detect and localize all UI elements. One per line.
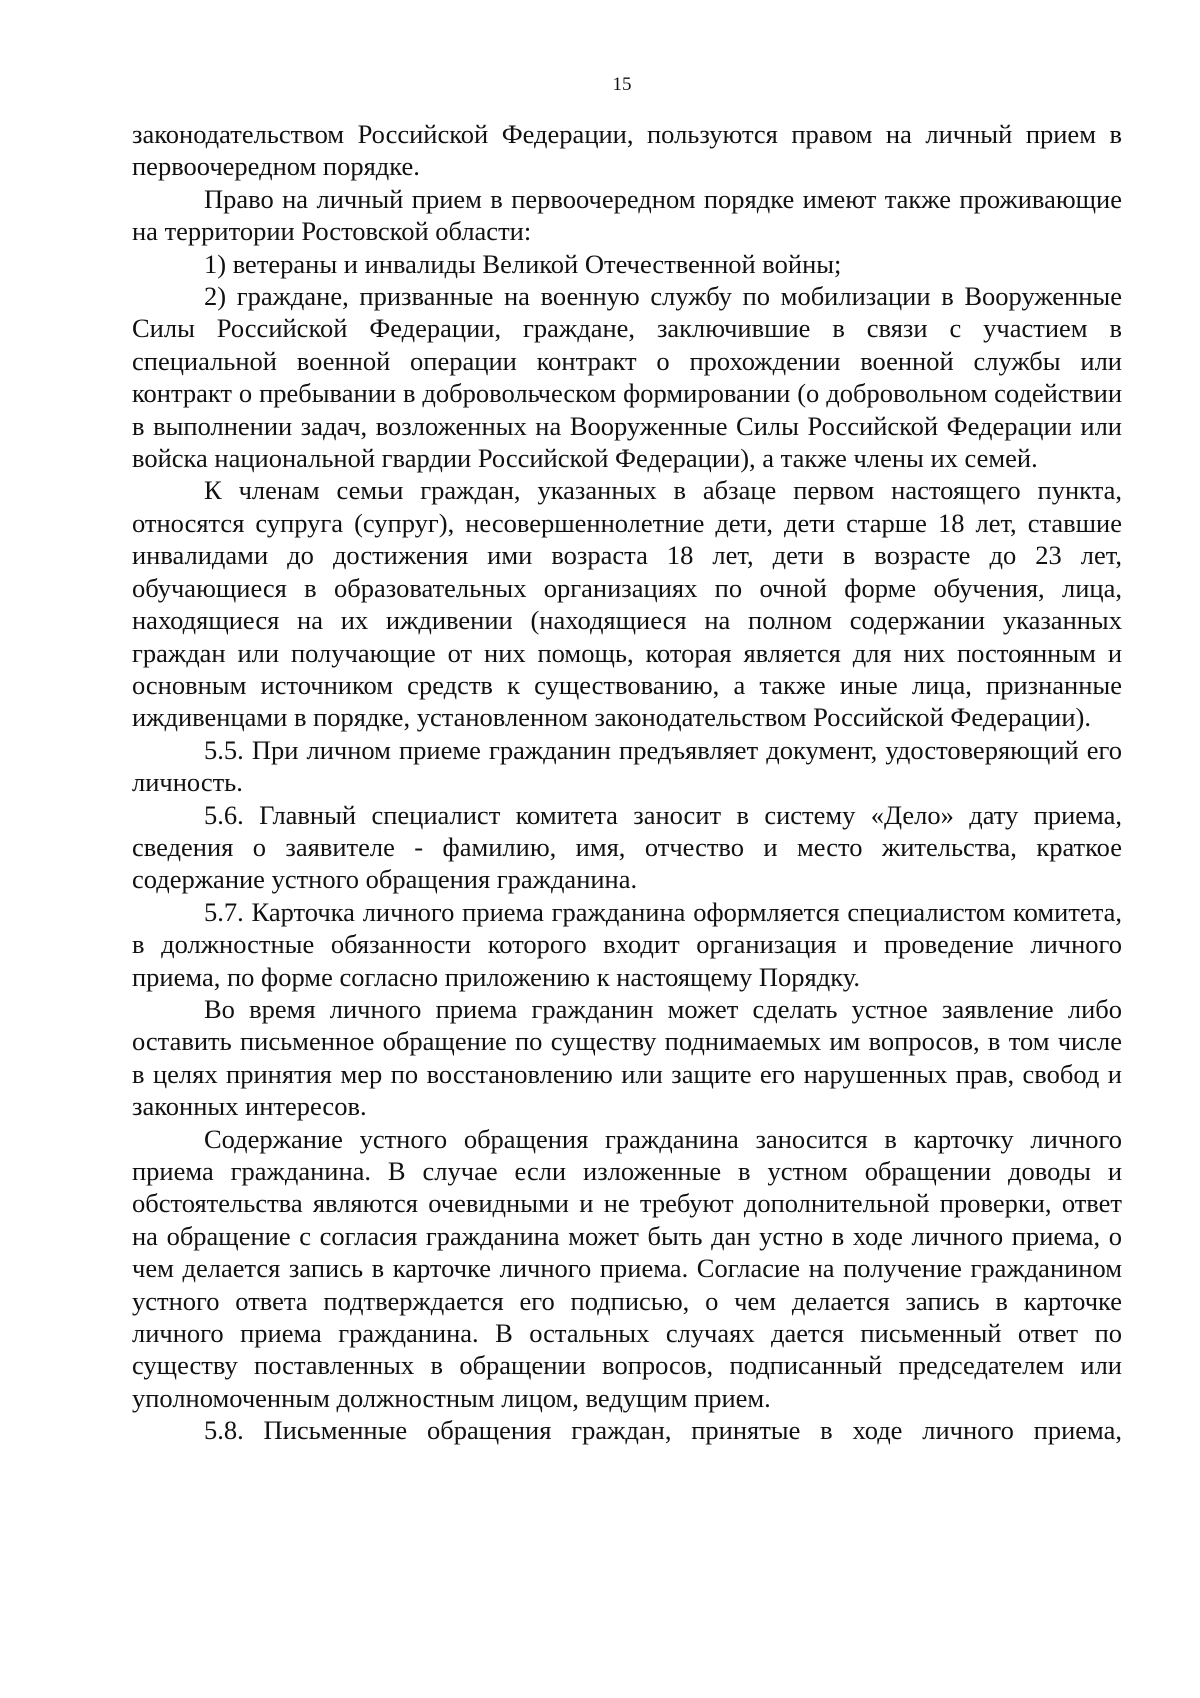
clause-5-8: 5.8. Письменные обращения граждан, принятые в ходе личного приема, xyxy=(204,1415,1122,1446)
paragraph-oral-statement: Во время личного приема гражданин может сделать устное заявление либо оставить письменное обращение по существу поднимаемых им вопросов, в том числе в целях принятия мер по восстановлению или защите его нарушенных прав, свобод и законных интересов. xyxy=(132,993,1122,1122)
clause-5-7: 5.7. Карточка личного приема гражданина оформляется специалистом комитета, в должностные обязанности которого входит организация и проведение личного приема, по форме согласно приложению к настоящему Порядку. xyxy=(132,896,1122,992)
paragraph-family-members: К членам семьи граждан, указанных в абзаце первом настоящего пункта, относятся супруга (супруг), несовершеннолетние дети, дети старше 18 лет, ставшие инвалидами до достижения ими возраста 18 лет, дети в возрасте до 23 лет, обучающиеся в образовательных организациях по очной форме обучения, лица, находящиеся на их иждивении (находящиеся на полном содержании указанных граждан или получающие от них помощь, которая является для них постоянным и основным источником средств к существованию, а также иные лица, признанные иждивенцами в порядке, установленном законодательством Российской Федерации). xyxy=(132,475,1122,733)
paragraph-priority-right: Право на личный прием в первоочередном порядке имеют также проживающие на территории Ростовской области: xyxy=(132,183,1122,247)
list-item-veterans: 1) ветераны и инвалиды Великой Отечественной войны; xyxy=(204,248,842,279)
document-body xyxy=(132,118,1122,1447)
page-number: 15 xyxy=(612,74,632,95)
clause-5-6: 5.6. Главный специалист комитета заносит в систему «Дело» дату приема, сведения о заявителе - фамилию, имя, отчество и место жительства, краткое содержание устного обращения гражданина. xyxy=(132,799,1122,895)
list-item-mobilized-citizens: 2) граждане, призванные на военную службу по мобилизации в Вооруженные Силы Российской Федерации, граждане, заключившие в связи с участием в специальной военной операции контракт о прохождении военной службы или контракт о пребывании в добровольческом формировании (о добровольном содействии в выполнении задач, возложенных на Вооруженные Силы Российской Федерации или войска национальной гвардии Российской Федерации), а также члены их семей. xyxy=(132,281,1122,474)
paragraph-continuation: законодательством Российской Федерации, пользуются правом на личный прием в первоочередном порядке. xyxy=(132,119,1122,182)
paragraph-oral-appeal-content: Содержание устного обращения гражданина заносится в карточку личного приема гражданина. В случае если изложенные в устном обращении доводы и обстоятельства являются очевидными и не требуют дополнительной проверки, ответ на обращение с согласия гражданина может быть дан устно в ходе личного приема, о чем делается запись в карточке личного приема. Согласие на получение гражданином устного ответа подтверждается его подписью, о чем делается запись в карточке личного приема гражданина. В остальных случаях дается письменный ответ по существу поставленных в обращении вопросов, подписанный председателем или уполномоченным должностным лицом, ведущим прием. xyxy=(132,1123,1122,1413)
clause-5-5: 5.5. При личном приеме гражданин предъявляет документ, удостоверяющий его личность. xyxy=(132,734,1122,798)
